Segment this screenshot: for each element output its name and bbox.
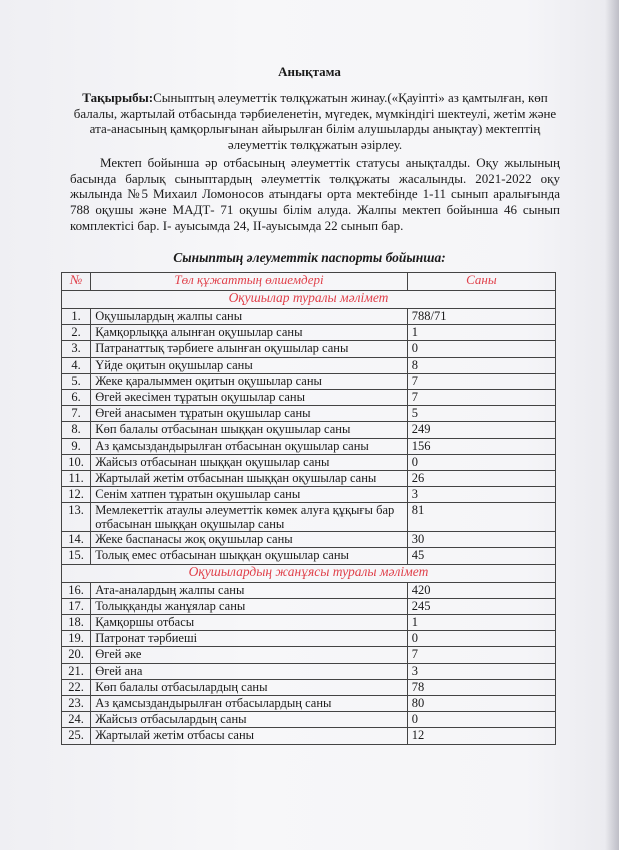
topic-label: Тақырыбы: bbox=[82, 90, 154, 105]
row-number: 8. bbox=[62, 422, 91, 438]
row-count: 0 bbox=[407, 454, 555, 470]
row-number: 23. bbox=[62, 695, 91, 711]
section-row-families bbox=[62, 564, 556, 582]
table-row bbox=[62, 389, 556, 405]
row-number: 14. bbox=[62, 532, 91, 548]
row-name: Өгей анасымен тұратын оқушылар саны bbox=[91, 406, 408, 422]
table-row bbox=[62, 582, 556, 598]
row-count: 1 bbox=[407, 615, 555, 631]
table-row bbox=[62, 679, 556, 695]
row-number: 1. bbox=[62, 309, 91, 325]
row-name: Өгей әкесімен тұратын оқушылар саны bbox=[91, 389, 408, 405]
row-name: Қамқоршы отбасы bbox=[91, 615, 408, 631]
row-name: Жайсыз отбасылардың саны bbox=[91, 712, 408, 728]
table-row bbox=[62, 341, 556, 357]
row-count: 788/71 bbox=[407, 309, 555, 325]
row-name: Жеке баспанасы жоқ оқушылар саны bbox=[91, 532, 408, 548]
header-count: Саны bbox=[407, 273, 555, 291]
section-row-students bbox=[62, 291, 556, 309]
table-row bbox=[62, 373, 556, 389]
row-count: 12 bbox=[407, 728, 555, 744]
row-count: 0 bbox=[407, 712, 555, 728]
row-name: Ата-аналардың жалпы саны bbox=[91, 582, 408, 598]
table-row bbox=[62, 663, 556, 679]
row-name: Қамқорлыққа алынған оқушылар саны bbox=[91, 325, 408, 341]
row-count: 30 bbox=[407, 532, 555, 548]
table-row bbox=[62, 503, 556, 532]
row-number: 7. bbox=[62, 406, 91, 422]
table-row bbox=[62, 309, 556, 325]
row-name: Жартылай жетім отбасы саны bbox=[91, 728, 408, 744]
row-count: 1 bbox=[407, 325, 555, 341]
table-row bbox=[62, 548, 556, 564]
row-count: 249 bbox=[407, 422, 555, 438]
table-row bbox=[62, 631, 556, 647]
row-count: 7 bbox=[407, 647, 555, 663]
row-number: 20. bbox=[62, 647, 91, 663]
row-count: 7 bbox=[407, 389, 555, 405]
row-number: 9. bbox=[62, 438, 91, 454]
table-row bbox=[62, 598, 556, 614]
topic-paragraph bbox=[70, 90, 560, 152]
table-row bbox=[62, 728, 556, 744]
row-number: 19. bbox=[62, 631, 91, 647]
header-name: Төл құжаттың өлшемдері bbox=[91, 273, 408, 291]
row-count: 0 bbox=[407, 631, 555, 647]
row-name: Оқушылардың жалпы саны bbox=[91, 309, 408, 325]
row-name: Мемлекеттік атаулы әлеуметтік көмек алуға құқығы бар отбасынан шыққан оқушылар саны bbox=[91, 503, 408, 532]
table-row bbox=[62, 406, 556, 422]
row-name: Көп балалы отбасылардың саны bbox=[91, 679, 408, 695]
section-title: Оқушылар туралы мәлімет bbox=[62, 291, 556, 309]
table-row bbox=[62, 615, 556, 631]
table-row bbox=[62, 422, 556, 438]
table-title: Сыныптың әлеуметтік паспорты бойынша: bbox=[173, 250, 446, 265]
row-number: 11. bbox=[62, 470, 91, 486]
page-edge-shadow bbox=[605, 0, 619, 850]
table-row bbox=[62, 325, 556, 341]
row-count: 245 bbox=[407, 598, 555, 614]
table-header-row bbox=[62, 273, 556, 291]
row-name: Көп балалы отбасынан шыққан оқушылар саны bbox=[91, 422, 408, 438]
row-name: Сенім хатпен тұратын оқушылар саны bbox=[91, 487, 408, 503]
row-number: 16. bbox=[62, 582, 91, 598]
section-title: Оқушылардың жанұясы туралы мәлімет bbox=[62, 564, 556, 582]
document-title: Анықтама bbox=[278, 64, 341, 79]
intro-paragraph: Мектеп бойынша әр отбасының әлеуметтік статусы анықталды. Оқу жылының басында барлық сыныптардың әлеуметтік төлқұжаты жасалынды. 2021-2022 оқу жылында №5 Михаил Ломоносов атындағы орта мектебінде 1-11 сынып аралығында 788 оқушы және МАДТ- 71 оқушы білім алуда. Жалпы мектеп бойынша 46 сынып комплектісі бар. I- ауысымда 24, II-ауысымда 22 сынып бар. bbox=[70, 155, 560, 233]
row-name: Толыққанды жанұялар саны bbox=[91, 598, 408, 614]
row-name: Өгей ана bbox=[91, 663, 408, 679]
header-num: № bbox=[62, 273, 91, 291]
row-number: 17. bbox=[62, 598, 91, 614]
row-name: Аз қамсыздандырылған отбасынан оқушылар саны bbox=[91, 438, 408, 454]
row-number: 6. bbox=[62, 389, 91, 405]
row-number: 4. bbox=[62, 357, 91, 373]
row-count: 26 bbox=[407, 470, 555, 486]
row-count: 0 bbox=[407, 341, 555, 357]
row-name: Патранаттық тәрбиеге алынған оқушылар саны bbox=[91, 341, 408, 357]
table-row bbox=[62, 357, 556, 373]
row-number: 12. bbox=[62, 487, 91, 503]
row-number: 3. bbox=[62, 341, 91, 357]
row-name: Патронат тәрбиеші bbox=[91, 631, 408, 647]
row-count: 8 bbox=[407, 357, 555, 373]
social-passport-table bbox=[61, 272, 556, 745]
row-number: 24. bbox=[62, 712, 91, 728]
row-number: 5. bbox=[62, 373, 91, 389]
row-count: 81 bbox=[407, 503, 555, 532]
table-row bbox=[62, 532, 556, 548]
row-name: Өгей әке bbox=[91, 647, 408, 663]
row-number: 25. bbox=[62, 728, 91, 744]
row-name: Толық емес отбасынан шыққан оқушылар саны bbox=[91, 548, 408, 564]
topic-text: Сыныптың әлеуметтік төлқұжатын жинау.(«Қауіпті» аз қамтылған, көп балалы, жартылай отбасында тәрбиеленетін, мүгедек, мүмкіндігі шектеулі, жетім және ата-анасының қамқорлығынан айырылған білім алушыларды анықтау) мектептің әлеуметтік төлқұжатын әзірлеу. bbox=[73, 90, 557, 152]
row-number: 15. bbox=[62, 548, 91, 564]
row-name: Үйде оқитын оқушылар саны bbox=[91, 357, 408, 373]
table-row bbox=[62, 712, 556, 728]
table-row bbox=[62, 695, 556, 711]
row-count: 3 bbox=[407, 487, 555, 503]
row-number: 10. bbox=[62, 454, 91, 470]
row-name: Жартылай жетім отбасынан шыққан оқушылар саны bbox=[91, 470, 408, 486]
table-row bbox=[62, 470, 556, 486]
table-row bbox=[62, 454, 556, 470]
row-number: 2. bbox=[62, 325, 91, 341]
row-count: 80 bbox=[407, 695, 555, 711]
row-count: 156 bbox=[407, 438, 555, 454]
row-number: 18. bbox=[62, 615, 91, 631]
table-body bbox=[62, 291, 556, 745]
row-count: 45 bbox=[407, 548, 555, 564]
row-number: 21. bbox=[62, 663, 91, 679]
row-count: 7 bbox=[407, 373, 555, 389]
table-row bbox=[62, 438, 556, 454]
row-name: Жеке қаралыммен оқитын оқушылар саны bbox=[91, 373, 408, 389]
row-name: Аз қамсыздандырылған отбасылардың саны bbox=[91, 695, 408, 711]
table-row bbox=[62, 647, 556, 663]
row-name: Жайсыз отбасынан шыққан оқушылар саны bbox=[91, 454, 408, 470]
row-count: 420 bbox=[407, 582, 555, 598]
row-count: 5 bbox=[407, 406, 555, 422]
row-number: 13. bbox=[62, 503, 91, 532]
row-count: 3 bbox=[407, 663, 555, 679]
row-number: 22. bbox=[62, 679, 91, 695]
table-row bbox=[62, 487, 556, 503]
row-count: 78 bbox=[407, 679, 555, 695]
